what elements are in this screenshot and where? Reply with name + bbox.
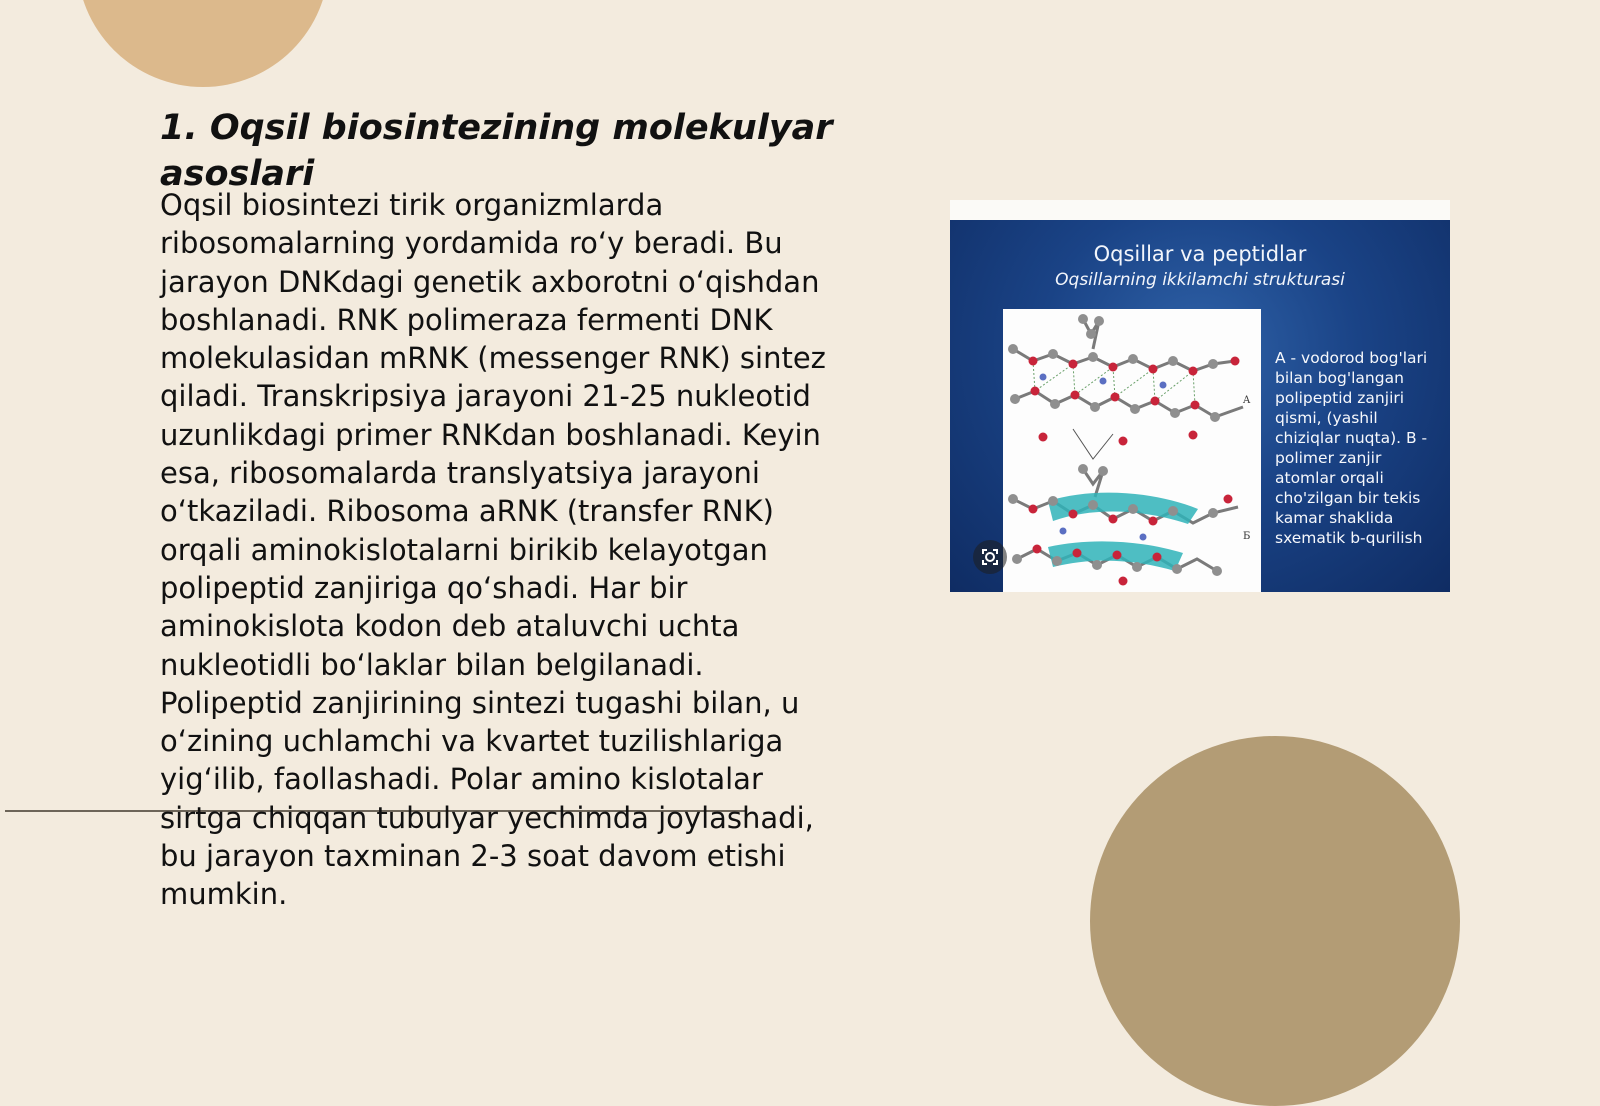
panel-label-b: Б	[1243, 531, 1251, 542]
decorative-circle-bottom	[1090, 736, 1460, 1106]
slide-heading: 1. Oqsil biosintezining molekulyar asoslari	[160, 108, 833, 194]
figure-slide	[950, 220, 1450, 592]
panel-label-a: A	[1243, 395, 1251, 406]
camera-lens-icon[interactable]	[973, 540, 1007, 574]
camera-lens-glyph	[973, 540, 1007, 574]
beta-sheet-illustration	[1003, 309, 1261, 592]
figure-caption: A - vodorod bog'lari bilan bog'langan polipeptid zanjiri qismi, (yashil chiziqlar nuqta). B - polimer zanjir atomlar orqali cho'zilgan bir tekis kamar shaklida sxematik b-qurilish	[1275, 349, 1428, 547]
figure-subtitle: Oqsillarning ikkilamchi strukturasi	[1055, 270, 1345, 290]
slide-body-text: Oqsil biosintezi tirik organizmlarda ribosomalarning yordamida ro‘y beradi. Bu jarayon DNKdagi genetik axborotni o‘qishdan boshlanadi. RNK polimeraza fermenti DNK molekulasidan mRNK (messenger RNK) sintez qiladi. Transkripsiya jarayoni 21-25 nukleotid uzunlikdagi primer RNKdan boshlanadi. Keyin esa, ribosomalarda translyatsiya jarayoni o‘tkaziladi. Ribosoma aRNK (transfer RNK) orqali aminokislotalarni birikib kelayotgan polipeptid zanjiriga qo‘shadi. Har bir aminokislota kodon deb ataluvchi uchta nukleotidli bo‘laklar bilan belgilanadi. Polipeptid zanjirining sintezi tugashi bilan, u o‘zining uchlamchi va kvartet tuzilishlariga yig‘ilib, faollashadi. Polar amino kislotalar sirtga chiqqan tubulyar yechimda joylashadi, bu jarayon taxminan 2-3 soat davom etishi mumkin.	[160, 188, 826, 912]
protein-structure-figure	[950, 200, 1450, 592]
figure-title: Oqsillar va peptidlar	[1093, 242, 1307, 266]
decorative-circle-top	[77, 0, 329, 87]
molecule-diagram	[1003, 309, 1261, 592]
